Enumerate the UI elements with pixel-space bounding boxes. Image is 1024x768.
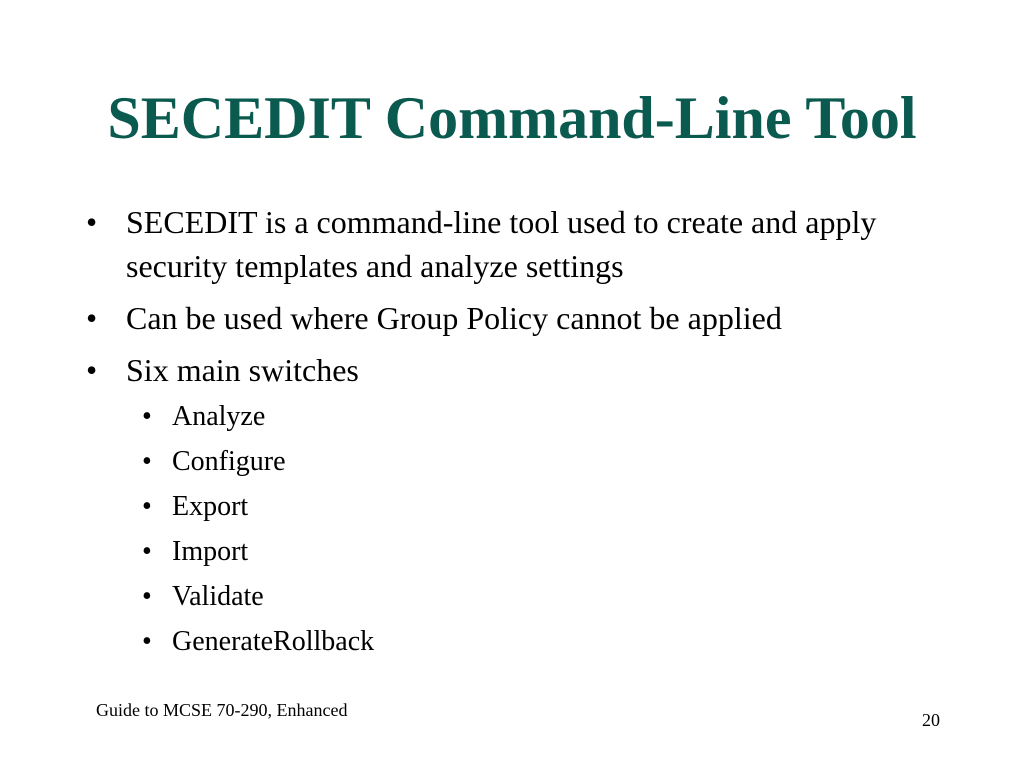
switch-label: GenerateRollback	[172, 626, 375, 657]
footer-course-title: Guide to MCSE 70-290, Enhanced	[96, 700, 348, 720]
switch-item-analyze	[142, 394, 966, 439]
bullet-item	[86, 348, 966, 664]
bullet-dot-icon: •	[142, 491, 152, 522]
slide-title: SECEDIT Command-Line Tool	[107, 85, 917, 151]
bullet-list	[86, 200, 966, 672]
switch-label: Configure	[172, 446, 286, 477]
bullet-dot-icon: •	[86, 204, 98, 240]
page-number: 20	[922, 710, 940, 730]
switch-label: Import	[172, 536, 249, 567]
switch-label: Export	[172, 491, 249, 522]
switch-item-import	[142, 529, 966, 574]
switch-list	[142, 394, 966, 664]
switch-item-configure	[142, 439, 966, 484]
bullet-text: Can be used where Group Policy cannot be applied	[126, 300, 782, 336]
bullet-dot-icon: •	[142, 536, 152, 567]
bullet-dot-icon: •	[142, 626, 152, 657]
bullet-dot-icon: •	[86, 352, 98, 388]
switch-item-export	[142, 484, 966, 529]
switch-item-validate	[142, 574, 966, 619]
bullet-dot-icon: •	[86, 300, 98, 336]
bullet-item	[86, 296, 966, 340]
switch-item-generaterollback	[142, 619, 966, 664]
bullet-text: SECEDIT is a command-line tool used to create and apply security templates and analyze settings	[126, 204, 877, 284]
switch-label: Analyze	[172, 401, 266, 432]
bullet-dot-icon: •	[142, 581, 152, 612]
bullet-dot-icon: •	[142, 401, 152, 432]
bullet-text: Six main switches	[126, 352, 359, 388]
bullet-dot-icon: •	[142, 446, 152, 477]
switch-label: Validate	[172, 581, 264, 612]
bullet-item	[86, 200, 966, 288]
